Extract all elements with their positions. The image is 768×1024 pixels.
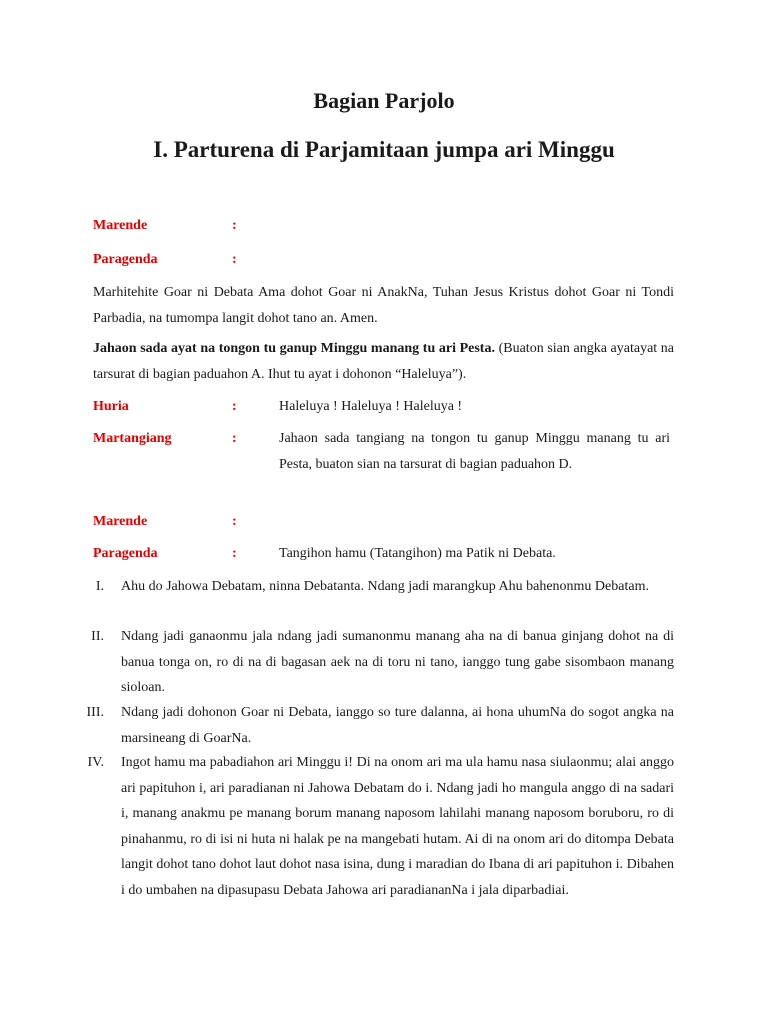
colon: : xyxy=(232,218,237,233)
colon: : xyxy=(232,546,237,561)
section-title: I. Parturena di Parjamitaan jumpa ari Minggu xyxy=(153,137,615,162)
role-paragenda: Paragenda xyxy=(93,252,158,267)
colon: : xyxy=(232,514,237,529)
instruction-paragraph xyxy=(93,336,674,387)
role-marende: Marende xyxy=(93,514,148,529)
martangiang-text: Jahaon sada tangiang na tongon tu ganup Minggu manang tu ari Pesta, buaton sian na tarsurat di bagian paduahon D. xyxy=(279,431,670,472)
instruction-rest: (Buaton sian angka ayatayat na tarsurat di bagian paduahon A. Ihut tu ayat i dohonon “Haleluya”). xyxy=(93,341,675,382)
colon: : xyxy=(232,252,237,267)
instruction-bold: Jahaon sada ayat na tongon tu ganup Minggu manang tu ari Pesta. xyxy=(93,341,495,356)
commandment-text: Ahu do Jahowa Debatam, ninna Debatanta. Ndang jadi marangkup Ahu bahenonmu Debatam. xyxy=(121,579,649,594)
commandment-text: Ndang jadi dohonon Goar ni Debata, ianggo so ture dalanna, ai hona uhumNa do sogot angka na marsineang di GoarNa. xyxy=(121,705,674,746)
commandment-number: IV. xyxy=(87,755,104,770)
role-paragenda: Paragenda xyxy=(93,546,158,561)
part-heading: Bagian Parjolo xyxy=(313,88,455,113)
commandment-number: II. xyxy=(91,629,104,644)
commandment-text: Ndang jadi ganaonmu jala ndang jadi sumanonmu manang aha na di banua ginjang dohot na di banua tonga on, ro di na di bagasan aek na di toru ni tano, ianggo tung gabe sisombaon manang sioloan. xyxy=(121,629,674,695)
commandment-text: Ingot hamu ma pabadiahon ari Minggu i! Di na onom ari ma ula hamu nasa siulaonmu; alai anggo ari papituhon i, ari paradianan ni Jahowa Debatam do i. Ndang jadi ho mangula anggo di na sadari i, manang anakmu pe manang borum manang naposom lahilahi manang naposom boruboru, ro di pinahanmu, ro di isi ni huta ni halak pe na mangebati hutam. Ai di na onom ari do ditompa Debata langit dohot tano dohot laut dohot nasa isina, dung i maradian do Ibana di ari papituhon i. Dibahen i do umbahen na dipasupasu Debata Jahowa ari paradiananNa i jala diparbadiai. xyxy=(121,755,674,898)
commandment-number: III. xyxy=(86,705,104,720)
role-marende: Marende xyxy=(93,218,148,233)
paragenda-text: Tangihon hamu (Tatangihon) ma Patik ni Debata. xyxy=(279,546,556,561)
colon: : xyxy=(232,431,237,446)
colon: : xyxy=(232,399,237,414)
blessing-paragraph: Marhitehite Goar ni Debata Ama dohot Goar ni AnakNa, Tuhan Jesus Kristus dohot Goar ni Tondi Parbadia, na tumompa langit dohot tano an. Amen. xyxy=(93,285,674,326)
commandment-number: I. xyxy=(95,579,104,594)
role-huria: Huria xyxy=(93,399,129,414)
huria-text: Haleluya ! Haleluya ! Haleluya ! xyxy=(279,399,463,414)
role-martangiang: Martangiang xyxy=(93,431,172,446)
